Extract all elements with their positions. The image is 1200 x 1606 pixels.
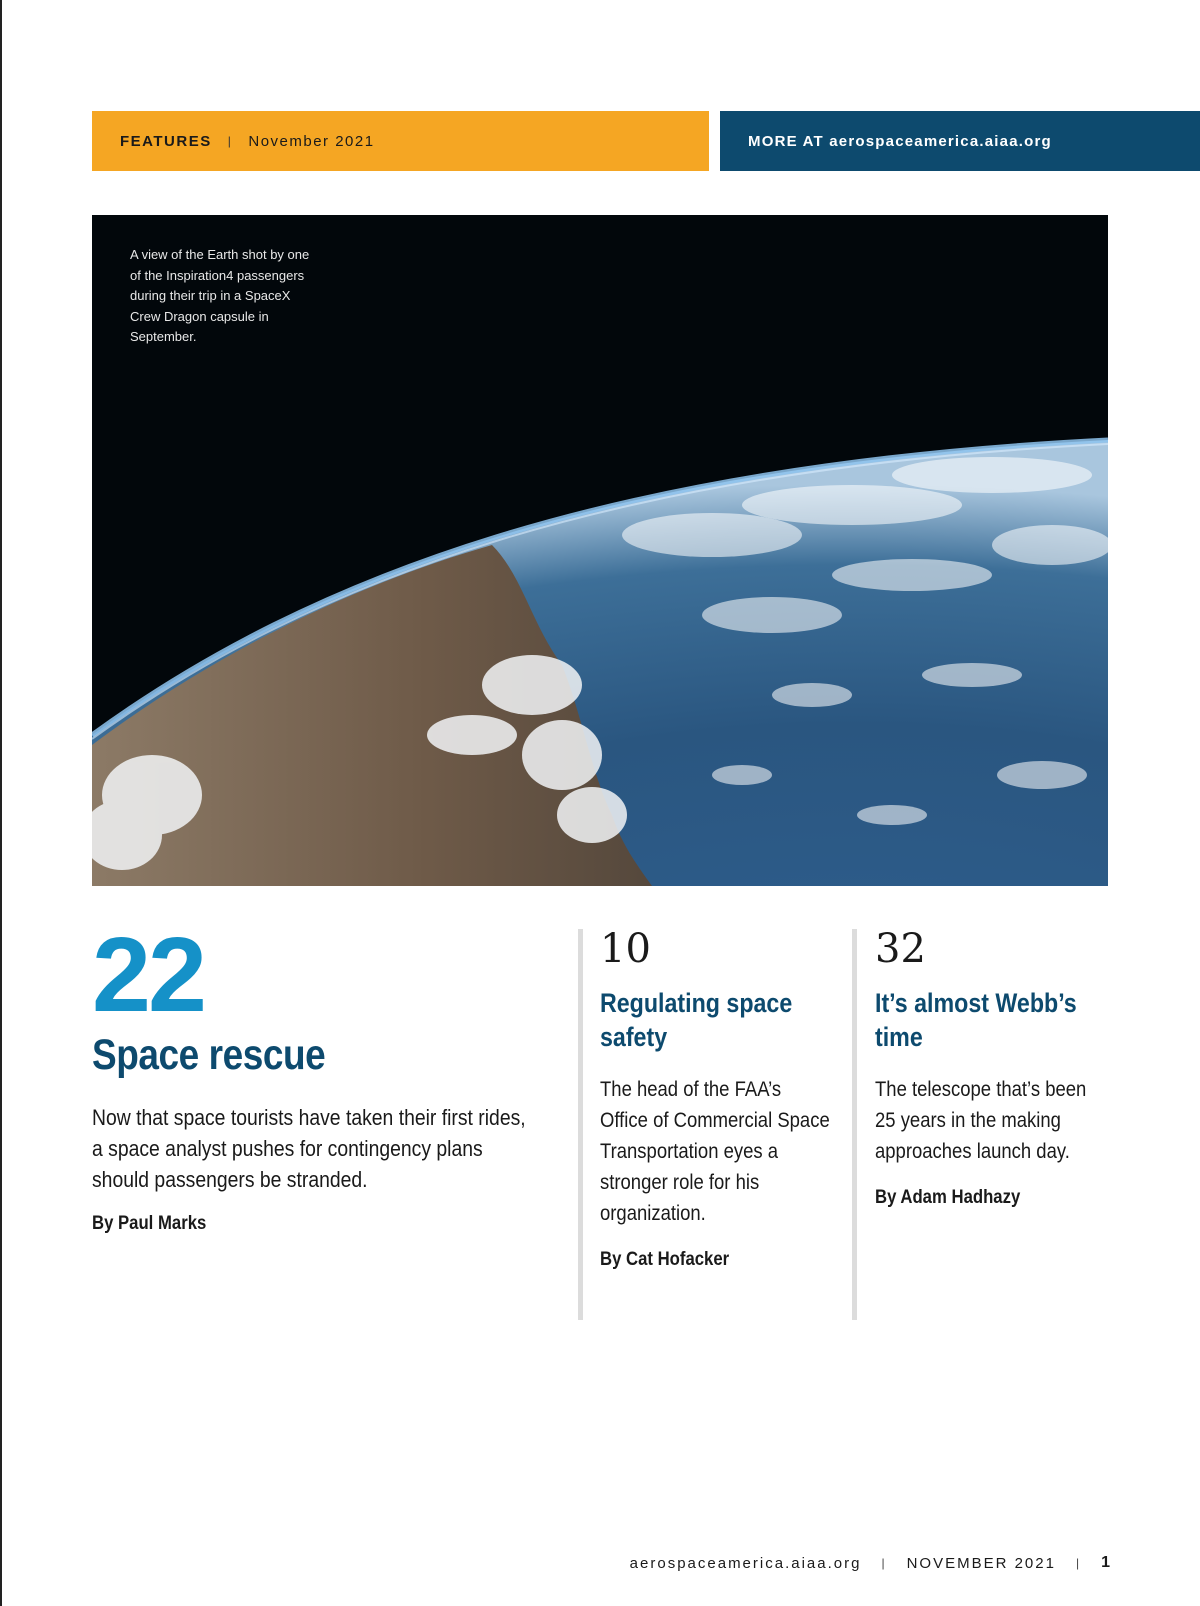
feature-item[interactable] [600,926,840,1271]
page-footer [630,1554,1112,1572]
footer-page-number: 1 [1101,1554,1112,1571]
feature-page-number: 32 [875,926,926,972]
footer-site[interactable]: aerospaceamerica.aiaa.org [629,1554,862,1572]
feature-description: The telescope that’s been 25 years in the making approaches launch day. [875,1078,1087,1163]
feature-description: The head of the FAA’s Office of Commercial Space Transportation eyes a stronger role for his organization. [600,1078,830,1225]
column-divider [852,929,857,1320]
issue-date: November 2021 [248,132,375,150]
page-edge-line [0,0,2,1606]
section-banner [92,111,709,171]
earth-photo [92,215,1108,886]
photo-caption: A view of the Earth shot by one of the Inspiration4 passengers during their trip in a SpaceX Crew Dragon capsule in September. [130,247,310,344]
section-label: FEATURES [120,132,212,150]
feature-page-number: 10 [600,926,651,972]
column-divider [578,929,583,1320]
main-feature-page-number: 22 [92,916,204,1034]
main-feature[interactable] [92,916,542,1235]
feature-byline: By Adam Hadhazy [875,1187,1021,1208]
more-link[interactable]: MORE AT aerospaceamerica.aiaa.org [748,132,1052,150]
footer-issue: NOVEMBER 2021 [906,1554,1056,1572]
footer-separator: | [1075,1556,1082,1570]
feature-title[interactable]: Regulating space safety [600,988,793,1052]
feature-title[interactable]: It’s almost Webb’s time [875,988,1077,1052]
feature-item[interactable] [875,926,1115,1209]
feature-byline: By Cat Hofacker [600,1249,730,1270]
main-feature-description: Now that space tourists have taken their first rides, a space analyst pushes for contingency plans should passengers be stranded. [92,1105,526,1192]
main-feature-byline: By Paul Marks [92,1213,207,1234]
header-separator: | [227,134,233,148]
more-link-banner[interactable] [720,111,1200,171]
footer-separator: | [881,1556,887,1570]
main-feature-title[interactable]: Space rescue [92,1031,326,1079]
